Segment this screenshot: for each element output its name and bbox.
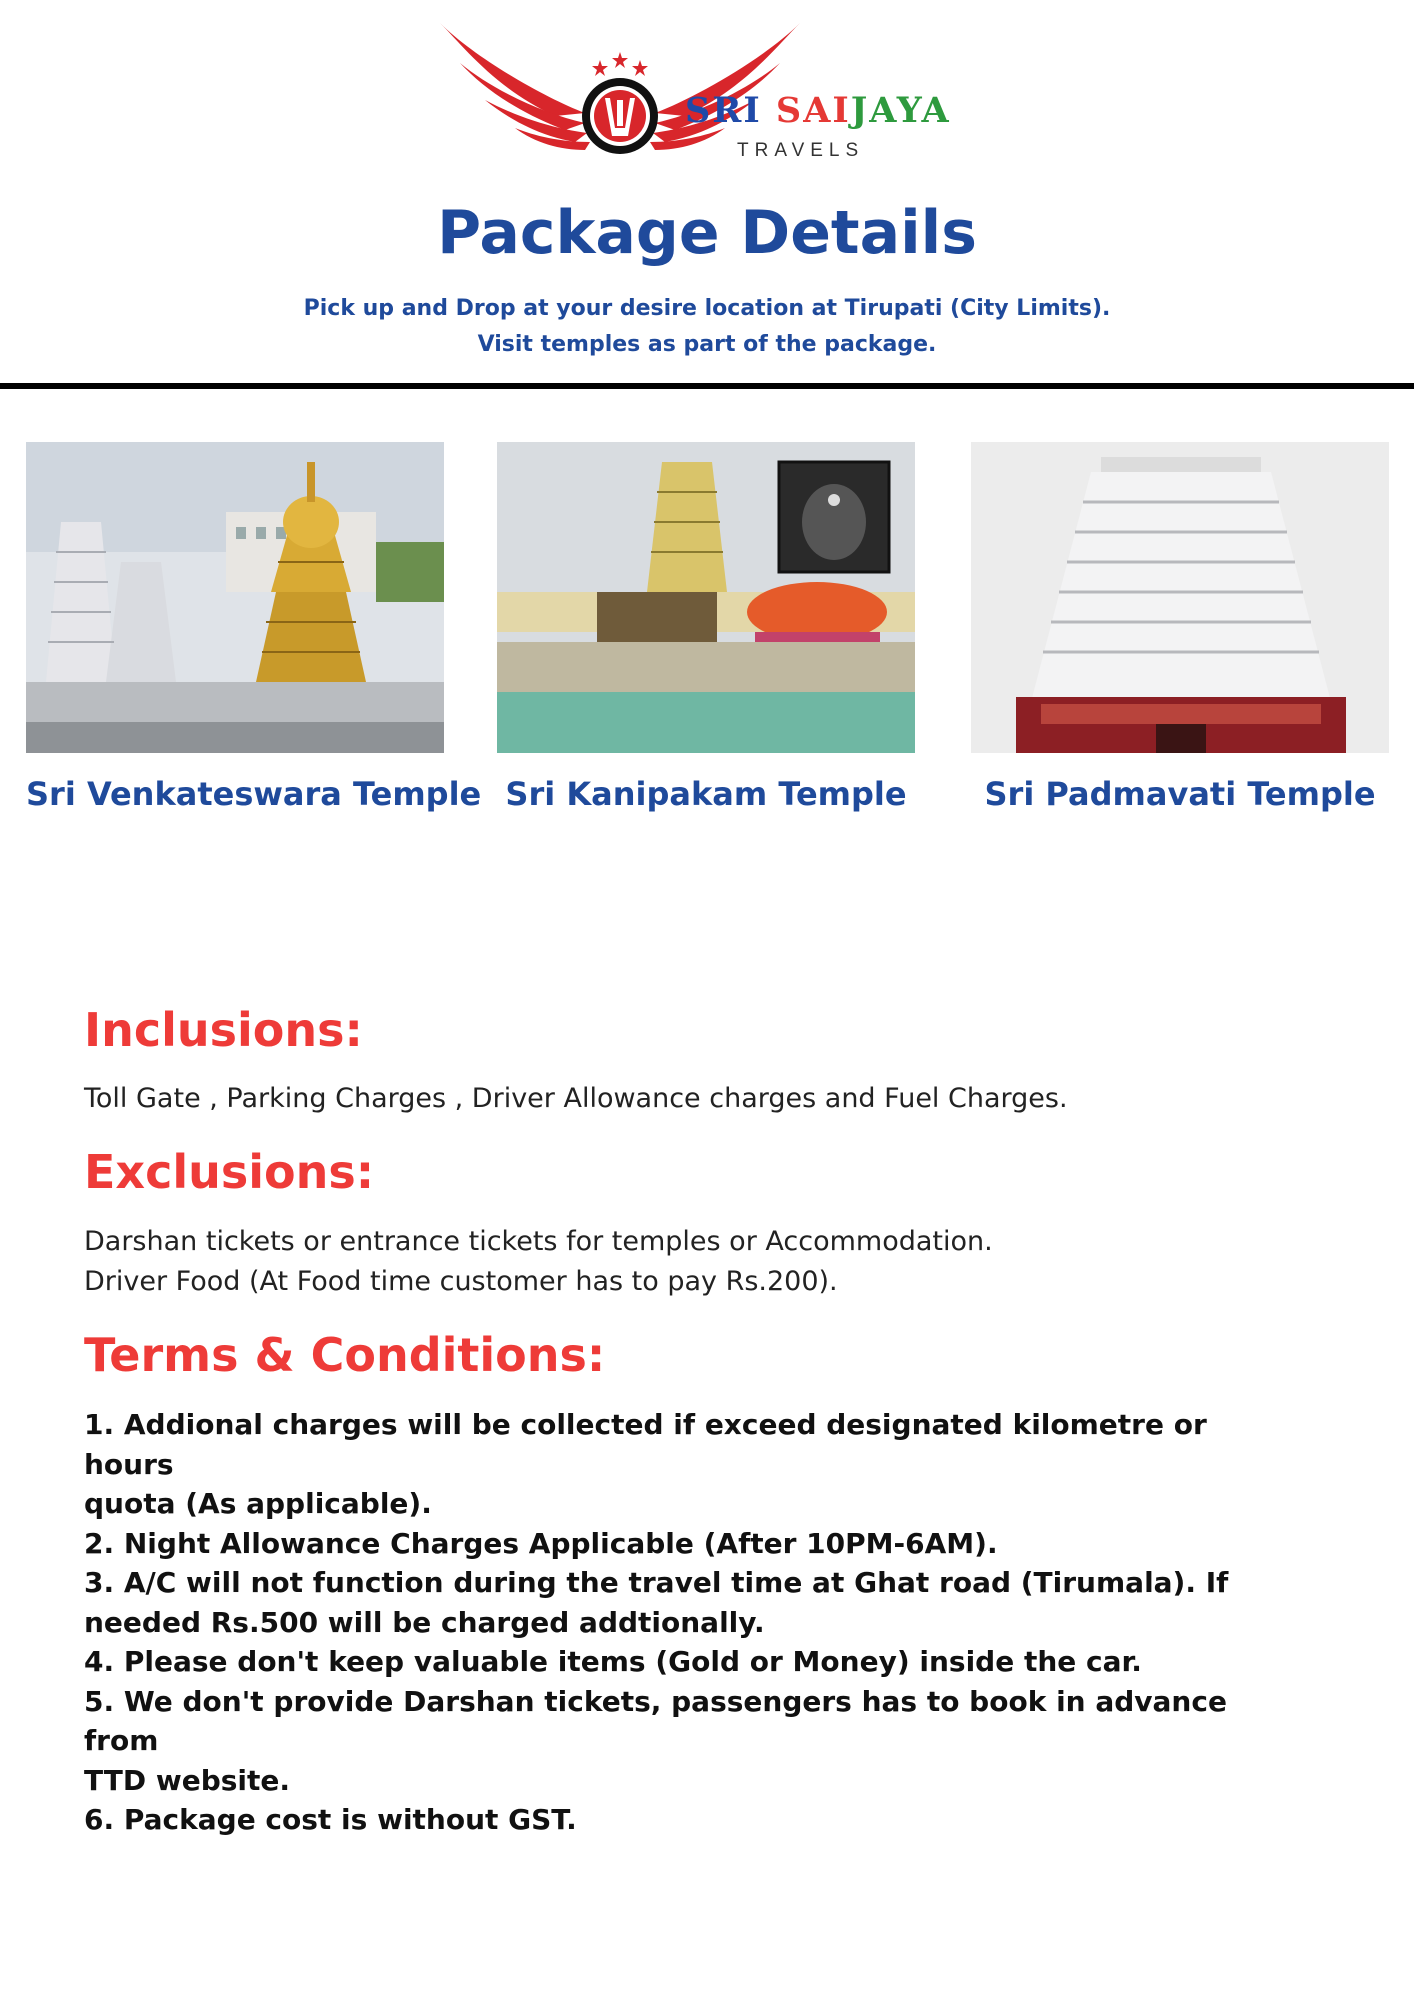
subtitle-line-2: Visit temples as part of the package.: [477, 332, 937, 357]
page-title: Package Details: [437, 198, 977, 268]
terms-line: 4. Please don't keep valuable items (Gold or Money) inside the car.: [84, 1645, 1142, 1678]
exclusions-line-1: Darshan tickets or entrance tickets for temples or Accommodation.: [84, 1226, 993, 1257]
temple-image-padmavati: [971, 442, 1389, 753]
terms-line: 2. Night Allowance Charges Applicable (After 10PM-6AM).: [84, 1526, 998, 1560]
temple-image-venkateswara: [26, 442, 444, 753]
temple-name-venkateswara: Sri Venkateswara Temple: [26, 775, 482, 813]
terms-line: 6. Package cost is without GST.: [84, 1803, 577, 1836]
golden-temple-photo-icon: [26, 442, 444, 753]
inclusions-heading: Inclusions:: [84, 1003, 363, 1057]
exclusions-line-2: Driver Food (At Food time customer has to pay Rs.200).: [84, 1266, 838, 1297]
terms-line: quota (As applicable).: [84, 1487, 432, 1520]
brand-tagline: TRAVELS: [737, 140, 865, 161]
terms-line: 3. A/C will not function during the travel time at Ghat road (Tirumala). If: [84, 1566, 1229, 1599]
inclusions-text: Toll Gate , Parking Charges , Driver Allowance charges and Fuel Charges.: [84, 1083, 1068, 1114]
terms-list: [84, 1405, 1234, 1840]
terms-line: needed Rs.500 will be charged addtionally.: [84, 1605, 765, 1639]
brand-name: [685, 90, 951, 131]
divider: [0, 383, 1414, 389]
terms-line: 5. We don't provide Darshan tickets, passengers has to book in advance from: [84, 1684, 1227, 1757]
terms-line: TTD website.: [84, 1763, 291, 1797]
temple-image-kanipakam: [497, 442, 915, 753]
brand-logo: [435, 18, 955, 168]
white-gopuram-photo-icon: [971, 442, 1389, 753]
subtitle-line-1: Pick up and Drop at your desire location at Tirupati (City Limits).: [303, 296, 1111, 321]
brand-name-part1: SRI: [685, 90, 776, 131]
terms-line: 1. Addional charges will be collected if exceed designated kilometre or hours: [84, 1408, 1207, 1481]
kanipakam-temple-photo-icon: [497, 442, 915, 753]
brand-name-part2: SAI: [775, 90, 851, 131]
brand-name-part3: JAYA: [850, 90, 951, 131]
temple-name-padmavati: Sri Padmavati Temple: [984, 775, 1376, 813]
temple-name-kanipakam: Sri Kanipakam Temple: [505, 775, 907, 813]
terms-heading: Terms & Conditions:: [84, 1328, 606, 1382]
exclusions-heading: Exclusions:: [84, 1145, 375, 1199]
